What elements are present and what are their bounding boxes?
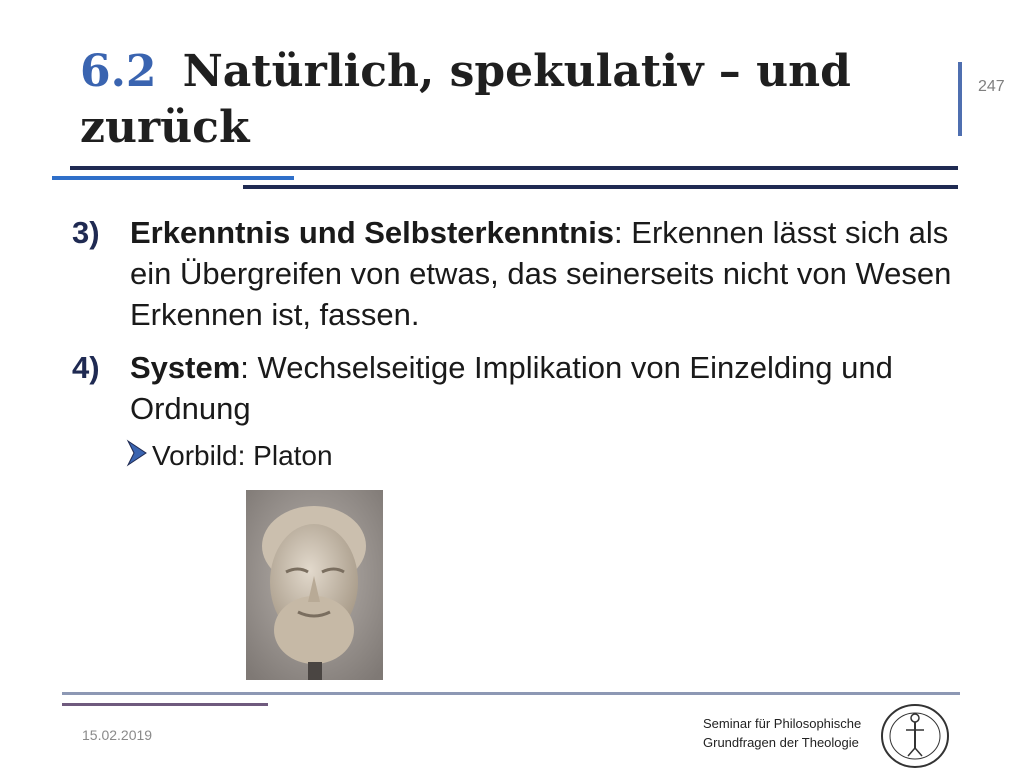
title-text-line1: Natürlich, spekulativ – und (182, 46, 851, 97)
list-item (64, 347, 964, 429)
institution-line2: Grundfragen der Theologie (703, 735, 859, 750)
list-marker: 3) (72, 215, 100, 250)
footer-date: 15.02.2019 (82, 727, 153, 743)
university-seal-icon (878, 698, 952, 768)
sub-list-item (64, 437, 964, 475)
footer-rule (62, 692, 960, 695)
list-item-text: : Erkennen lässt sich als ein Übergreifen von etwas, das seinerseits nicht von Wesen Erkennen ist, fassen. (130, 215, 952, 332)
list-item-term: Erkenntnis und Selbsterkenntnis (130, 215, 615, 250)
arrow-bullet-icon (126, 439, 148, 467)
slide-body (64, 212, 964, 475)
footer-accent-rule (62, 703, 268, 706)
page-number: 247 (978, 78, 1005, 95)
slide-title (80, 44, 940, 156)
list-marker: 4) (72, 350, 100, 385)
institution-line1: Seminar für Philosophische (703, 716, 862, 731)
list-item (64, 212, 964, 335)
section-number: 6.2 (80, 46, 157, 97)
sub-list-item-text: Vorbild: Platon (152, 440, 333, 471)
list-item-text: : Wechselseitige Implikation von Einzelding und Ordnung (130, 350, 893, 426)
header-rule-secondary (243, 185, 958, 189)
platon-bust-image (246, 490, 383, 680)
header-accent-rule (52, 176, 294, 180)
list-item-term: System (130, 350, 241, 385)
title-text-line2: zurück (80, 102, 250, 153)
page-number-divider (958, 62, 962, 136)
header-rule (70, 166, 958, 170)
footer-institution (703, 714, 861, 752)
bust-drawing (246, 490, 383, 680)
